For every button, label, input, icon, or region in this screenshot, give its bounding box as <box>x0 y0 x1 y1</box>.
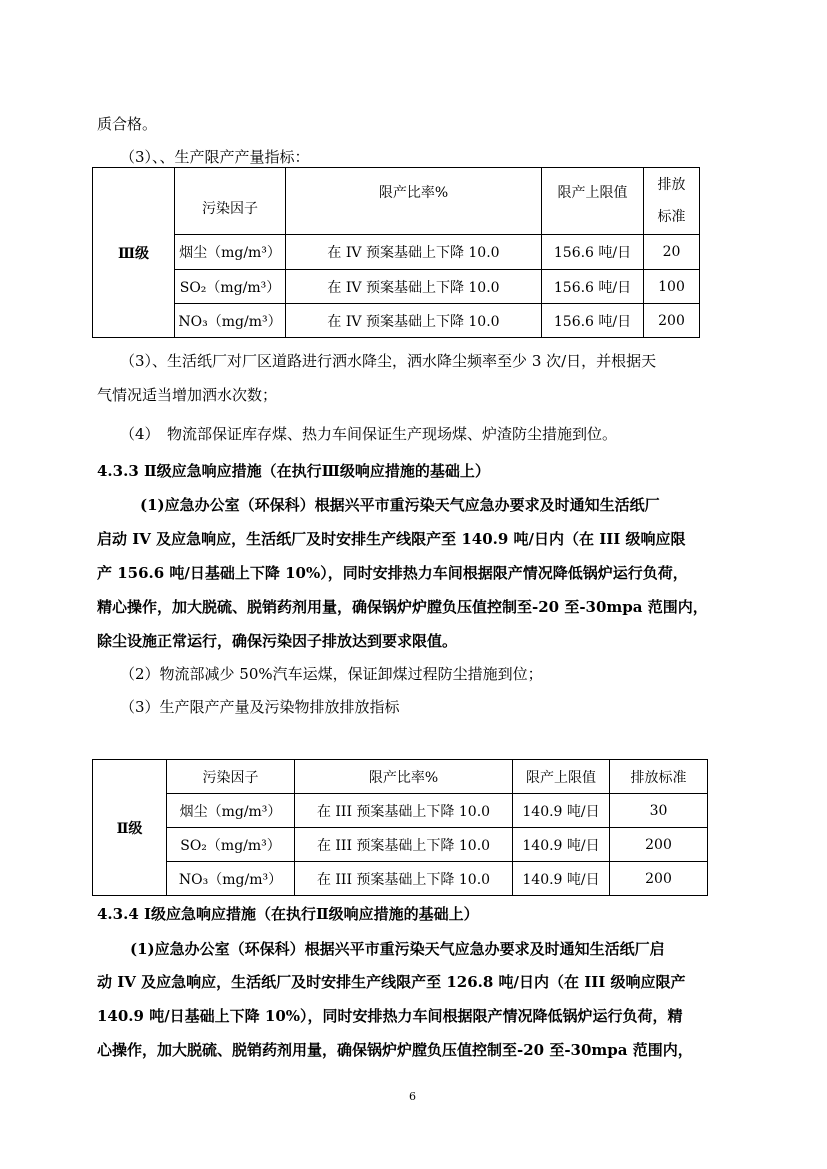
text-line: 气情况适当增加洒水次数； <box>97 386 278 404</box>
table-row <box>93 862 708 896</box>
text-line: 精心操作，加大脱硫、脱销药剂用量，确保锅炉炉膛负压值控制至-20 至-30mpa 范围内， <box>97 598 708 616</box>
header-limit: 限产上限值 <box>542 168 644 235</box>
cell-limit: 140.9 吨/日 <box>513 828 610 862</box>
section-heading-4-3-3: 4.3.3 Ⅱ级应急响应措施（在执行Ⅲ级响应措施的基础上） <box>97 462 490 480</box>
table-row <box>93 794 708 828</box>
cell-factor: NO₃（mg/m³） <box>167 862 295 896</box>
cell-standard: 200 <box>644 304 700 338</box>
header-ratio: 限产比率% <box>295 760 513 794</box>
header-factor: 污染因子 <box>175 168 286 235</box>
level-cell: Ⅱ级 <box>93 760 167 896</box>
text-line: （2）物流部减少 50%汽车运煤，保证卸煤过程防尘措施到位； <box>120 665 543 683</box>
text-line: （4） 物流部保证库存煤、热力车间保证生产现场煤、炉渣防尘措施到位。 <box>120 425 618 443</box>
cell-ratio: 在 III 预案基础上下降 10.0 <box>295 794 513 828</box>
cell-standard: 30 <box>610 794 708 828</box>
text-line: （3）、、生产限产产量指标： <box>120 148 310 166</box>
table-row <box>93 304 700 338</box>
cell-ratio: 在 IV 预案基础上下降 10.0 <box>286 235 542 270</box>
cell-standard: 100 <box>644 270 700 304</box>
cell-ratio: 在 III 预案基础上下降 10.0 <box>295 862 513 896</box>
text-line: （3）、生活纸厂对厂区道路进行洒水降尘，洒水降尘频率至少 3 次/日，并根据天 <box>120 352 657 370</box>
cell-factor: NO₃（mg/m³） <box>175 304 286 338</box>
cell-factor: 烟尘（mg/m³） <box>167 794 295 828</box>
cell-factor: 烟尘（mg/m³） <box>175 235 286 270</box>
cell-limit: 140.9 吨/日 <box>513 794 610 828</box>
text-line: 质合格。 <box>97 115 158 133</box>
cell-factor: SO₂（mg/m³） <box>167 828 295 862</box>
header-standard: 排放标准 <box>610 760 708 794</box>
text-line: 除尘设施正常运行，确保污染因子排放达到要求限值。 <box>97 632 458 650</box>
text-line: (1)应急办公室（环保科）根据兴平市重污染天气应急办要求及时通知生活纸厂 <box>140 496 660 514</box>
cell-standard: 200 <box>610 828 708 862</box>
table-level-3 <box>92 167 700 338</box>
cell-ratio: 在 IV 预案基础上下降 10.0 <box>286 270 542 304</box>
table-row <box>93 235 700 270</box>
level-cell: Ⅲ级 <box>93 168 175 338</box>
text-line: 140.9 吨/日基础上下降 10%），同时安排热力车间根据限产情况降低锅炉运行负荷，精 <box>97 1007 683 1025</box>
cell-standard: 20 <box>644 235 700 270</box>
section-heading-4-3-4: 4.3.4 Ⅰ级应急响应措施（在执行Ⅱ级响应措施的基础上） <box>97 905 479 923</box>
table-row <box>93 828 708 862</box>
cell-limit: 140.9 吨/日 <box>513 862 610 896</box>
text-line: (1)应急办公室（环保科）根据兴平市重污染天气应急办要求及时通知生活纸厂启 <box>130 940 665 958</box>
cell-ratio: 在 IV 预案基础上下降 10.0 <box>286 304 542 338</box>
cell-limit: 156.6 吨/日 <box>542 235 644 270</box>
page-number: 6 <box>409 1090 416 1103</box>
header-ratio: 限产比率% <box>286 168 542 235</box>
cell-standard: 200 <box>610 862 708 896</box>
header-standard: 排放 标准 <box>644 168 700 235</box>
text-line: （3）生产限产产量及污染物排放排放指标 <box>120 698 400 716</box>
table-row <box>93 270 700 304</box>
header-factor: 污染因子 <box>167 760 295 794</box>
text-line: 启动 IV 及应急响应，生活纸厂及时安排生产线限产至 140.9 吨/日内（在 III 级响应限 <box>97 530 686 548</box>
cell-ratio: 在 III 预案基础上下降 10.0 <box>295 828 513 862</box>
cell-limit: 156.6 吨/日 <box>542 304 644 338</box>
text-line: 动 IV 及应急响应，生活纸厂及时安排生产线限产至 126.8 吨/日内（在 III 级响应限产 <box>97 973 686 991</box>
cell-factor: SO₂（mg/m³） <box>175 270 286 304</box>
header-limit: 限产上限值 <box>513 760 610 794</box>
table-level-2 <box>92 759 708 896</box>
text-line: 心操作，加大脱硫、脱销药剂用量，确保锅炉炉膛负压值控制至-20 至-30mpa 范围内， <box>97 1041 693 1059</box>
cell-limit: 156.6 吨/日 <box>542 270 644 304</box>
text-line: 产 156.6 吨/日基础上下降 10%），同时安排热力车间根据限产情况降低锅炉运行负荷， <box>97 564 688 582</box>
